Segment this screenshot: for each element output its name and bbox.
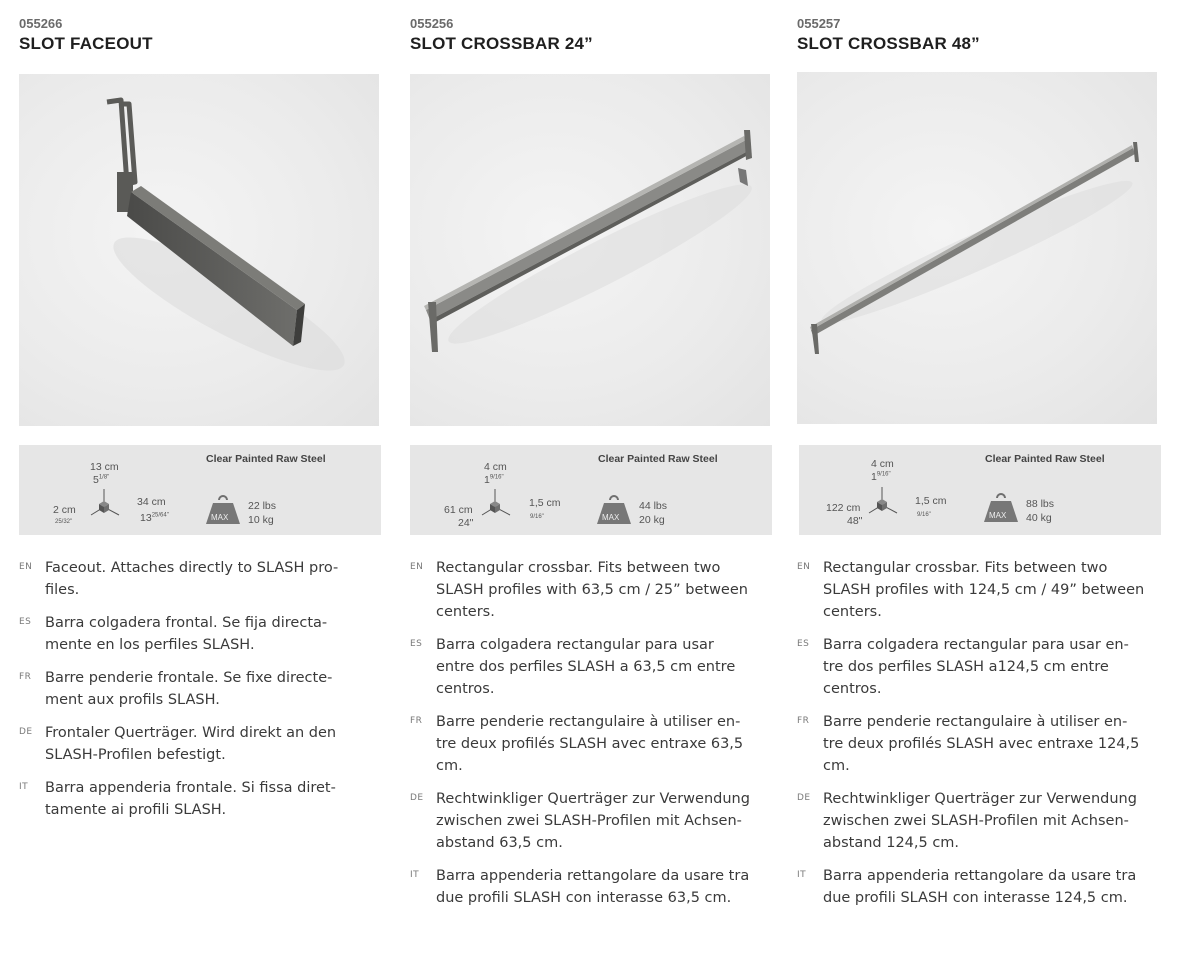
spec-panel [410, 445, 772, 535]
width-cm: 61 cm [444, 504, 473, 516]
load-kg: 40 kg [1026, 512, 1052, 524]
desc-es: ES Barra colgadera rectangular para usar en- tre dos perfiles SLASH a124,5 cm entre centros. [797, 637, 1129, 697]
desc-es: ES Barra colgadera rectangular para usar entre dos perfiles SLASH a 63,5 cm entre centros. [410, 637, 736, 697]
descriptions [410, 557, 772, 909]
height-cm: 4 cm [484, 461, 507, 473]
desc-de: DE Rechtwinkliger Querträger zur Verwendung zwischen zwei SLASH-Profilen mit Achsen- abstand 63,5 cm. [410, 791, 750, 851]
spec-panel [19, 445, 381, 535]
product-title: SLOT CROSSBAR 48” [797, 34, 980, 53]
load-lbs: 22 lbs [248, 500, 277, 512]
desc-fr: FR Barre penderie rectangulaire à utiliser en- tre deux profilés SLASH avec entraxe 124,5 cm. [797, 714, 1140, 774]
height-cm: 13 cm [90, 461, 119, 473]
product-photo [19, 74, 379, 426]
depth-in: $13^{25/64"}$ [140, 512, 169, 524]
max-label: MAX [211, 513, 229, 522]
desc-fr: FR Barre penderie frontale. Se fixe directe- ment aux profils SLASH. [19, 670, 333, 708]
load-kg: 10 kg [248, 514, 274, 526]
width-cm: 2 cm [53, 504, 76, 516]
desc-fr: FR Barre penderie rectangulaire à utiliser en- tre deux profilés SLASH avec entraxe 63,5 cm. [410, 714, 744, 774]
descriptions [19, 557, 381, 821]
load-lbs: 44 lbs [639, 500, 668, 512]
crossbar-48-illustration [797, 72, 1157, 424]
depth-cm: 1,5 cm [915, 495, 947, 507]
desc-en: EN Rectangular crossbar. Fits between two SLASH profiles with 63,5 cm / 25” between centers. [410, 560, 748, 620]
faceout-illustration [19, 74, 379, 426]
product-title: SLOT FACEOUT [19, 34, 153, 53]
dimension-cube-icon [89, 487, 137, 521]
product-code: 055257 [797, 16, 841, 31]
depth-in: 9/16" [917, 512, 931, 518]
depth-cm: 1,5 cm [529, 497, 561, 509]
height-in: $1^{9/16"}$ [484, 474, 504, 486]
width-in: 24" [458, 517, 474, 529]
product-code: 055266 [19, 16, 63, 31]
finish-label: Clear Painted Raw Steel [598, 453, 718, 465]
finish-label: Clear Painted Raw Steel [985, 453, 1105, 465]
width-in: 25/32" [55, 519, 73, 525]
descriptions [797, 557, 1159, 909]
width-cm: 122 cm [826, 502, 861, 514]
height-cm: 4 cm [871, 458, 894, 470]
desc-en: EN Rectangular crossbar. Fits between two SLASH profiles with 124,5 cm / 49” between centers. [797, 560, 1145, 620]
desc-es: ES Barra colgadera frontal. Se fija directa- mente en los perfiles SLASH. [19, 615, 328, 653]
depth-in: 9/16" [530, 514, 544, 520]
depth-cm: 34 cm [137, 496, 166, 508]
spec-panel [799, 445, 1161, 535]
product-code: 055256 [410, 16, 454, 31]
desc-en: EN Faceout. Attaches directly to SLASH pro- files. [19, 560, 339, 598]
finish-label: Clear Painted Raw Steel [206, 453, 326, 465]
desc-de: DE Rechtwinkliger Querträger zur Verwendung zwischen zwei SLASH-Profilen mit Achsen- abstand 124,5 cm. [797, 791, 1137, 851]
max-label: MAX [602, 513, 620, 522]
load-lbs: 88 lbs [1026, 498, 1055, 510]
dimension-cube-icon [480, 487, 528, 521]
load-kg: 20 kg [639, 514, 665, 526]
product-title: SLOT CROSSBAR 24” [410, 34, 593, 53]
height-in: $5^{1/8"}$ [93, 474, 110, 486]
desc-it: IT Barra appenderia frontale. Si fissa diret- tamente ai profili SLASH. [19, 780, 336, 818]
desc-it: IT Barra appenderia rettangolare da usare tra due profili SLASH con interasse 63,5 cm. [410, 868, 750, 906]
product-photo [410, 74, 770, 426]
max-label: MAX [989, 511, 1007, 520]
desc-de: DE Frontaler Querträger. Wird direkt an den SLASH-Profilen befestigt. [19, 725, 337, 763]
height-in: $1^{9/16"}$ [871, 471, 891, 483]
width-in: 48" [847, 515, 863, 527]
desc-it: IT Barra appenderia rettangolare da usare tra due profili SLASH con interasse 124,5 cm. [797, 868, 1137, 906]
crossbar-24-illustration [410, 74, 770, 426]
product-photo [797, 72, 1157, 424]
dimension-cube-icon [867, 485, 915, 519]
